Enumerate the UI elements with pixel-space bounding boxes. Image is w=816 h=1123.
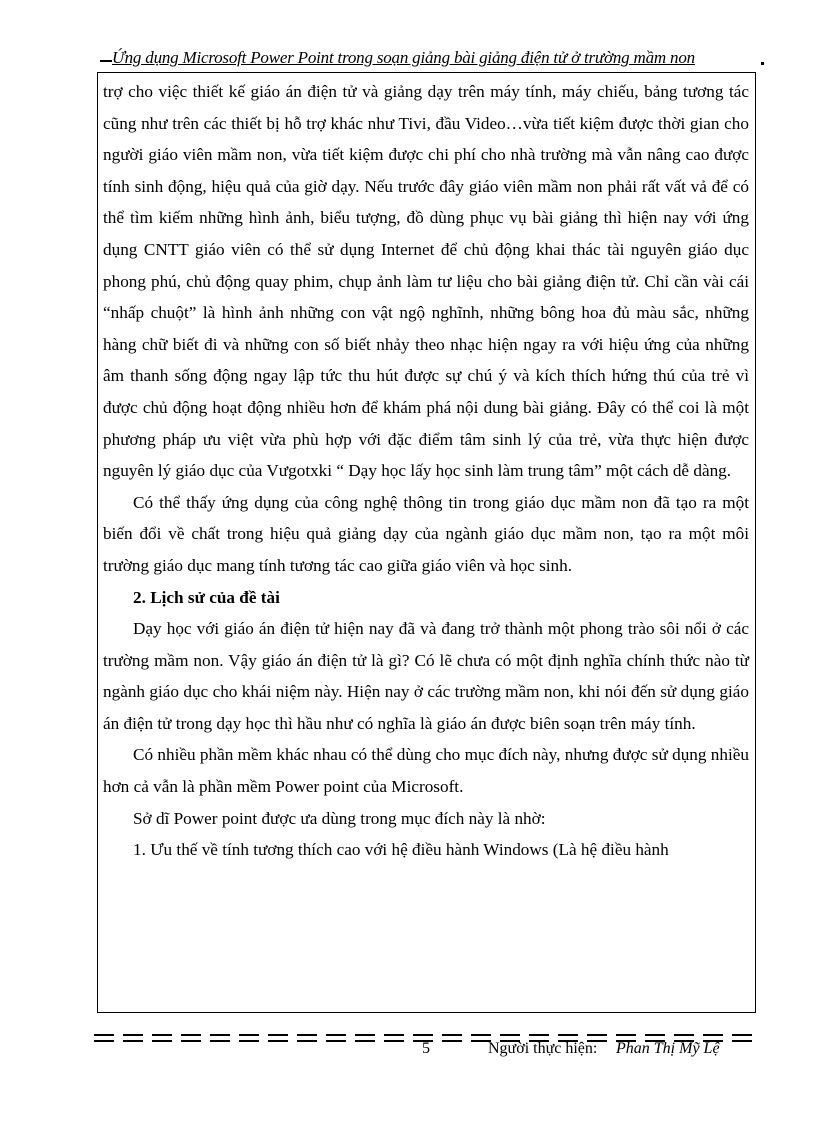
footer-rule-dash [442,1034,462,1036]
list-item: 1. Ưu thế về tính tương thích cao với hệ điều hành Windows (Là hệ điều hành [133,840,669,860]
footer-rule-dash [152,1034,172,1036]
author-label: Người thực hiện: [488,1040,598,1057]
section-paragraph: Có nhiều phần mềm khác nhau có thể dùng cho mục đích này, nhưng được sử dụng nhiều hơn cả vẫn là phần mềm Power point của Microsoft. [103,745,749,797]
footer-rule-dash [645,1034,665,1036]
footer-rule-dash [384,1034,404,1036]
footer-rule-dash [123,1034,143,1036]
header-dot [761,62,764,65]
footer-rule-dash [732,1034,752,1036]
document-body [103,76,749,866]
footer-rule-dash [239,1034,259,1036]
section-paragraph: Sở dĩ Power point được ưa dùng trong mục đích này là nhờ: [133,808,546,828]
body-paragraph: Có thể thấy ứng dụng của công nghệ thông tin trong giáo dục mầm non đã tạo ra một biến đổi về chất trong hiệu quả giảng dạy của ngành giáo dục mầm non, tạo ra một môi trường giáo dục mang tính tương tác cao giữa giáo viên và học sinh. [103,492,749,575]
footer-rule-dash [471,1034,491,1036]
page-header [100,48,760,72]
footer-rule-dash [558,1034,578,1036]
header-lead-line [100,60,112,62]
header-title: Ứng dụng Microsoft Power Point trong soạn giảng bài giảng điện tử ở trường mầm non [112,48,695,67]
footer-rule-dash [94,1034,114,1036]
footer-rule-dash [210,1034,230,1036]
footer-rule-dash [587,1034,607,1036]
section-heading: 2. Lịch sử của đề tài [133,587,280,607]
footer-rule-dash [355,1034,375,1036]
footer-rule-dash [703,1034,723,1036]
section-paragraph: Dạy học với giáo án điện tử hiện nay đã và đang trở thành một phong trào sôi nổi ở các trường mầm non. Vậy giáo án điện tử là gì? Có lẽ chưa có một định nghĩa chính thức nào từ ngành giáo dục cho khái niệm này. Hiện nay ở các trường mầm non, khi nói đến sử dụng giáo án điện tử trong dạy học thì hầu như có nghĩa là giáo án được biên soạn trên máy tính. [103,619,749,733]
footer-rule-dash [529,1034,549,1036]
footer-rule-dash [413,1034,433,1036]
footer-rule-dash [326,1034,346,1036]
page-number: 5 [422,1040,430,1057]
footer-rule-dash [268,1034,288,1036]
body-paragraph: trợ cho việc thiết kế giáo án điện tử và giảng dạy trên máy tính, máy chiếu, bảng tương tác cũng như trên các thiết bị hỗ trợ khác như Tivi, đầu Video…vừa tiết kiệm được thời gian cho người giáo viên mầm non, vừa tiết kiệm được chi phí cho nhà trường mà vẫn nâng cao được tính sinh động, hiệu quả của giờ dạy. Nếu trước đây giáo viên mầm non phải rất vất vả để có thể tìm kiếm những hình ảnh, biểu tượng, đồ dùng phục vụ bài giảng thì hiện nay với ứng dụng CNTT giáo viên có thể sử dụng Internet để chủ động khai thác tài nguyên giáo dục phong phú, chủ động quay phim, chụp ảnh làm tư liệu cho bài giảng điện tử. Chỉ cần vài cái “nhấp chuột” là hình ảnh những con vật ngộ nghĩnh, những bông hoa đủ màu sắc, những hàng chữ biết đi và những con số biết nhảy theo nhạc hiện ngay ra với hiệu ứng của những âm thanh sống động ngay lập tức thu hút được sự chú ý và kích thích hứng thú của trẻ vì được chủ động hoạt động nhiều hơn để khám phá nội dung bài giảng. Đây có thể coi là một phương pháp ưu việt vừa phù hợp với đặc điểm tâm sinh lý của trẻ, vừa thực hiện được nguyên lý giáo dục của Vưgotxki “ Dạy học lấy học sinh làm trung tâm” một cách dễ dàng. [103,82,749,481]
author-name: Phan Thị Mỹ Lệ [616,1040,720,1057]
footer-rule-dash [674,1034,694,1036]
footer-rule-dash [297,1034,317,1036]
page-footer [0,1040,816,1064]
footer-rule-dash [616,1034,636,1036]
footer-rule-dash [181,1034,201,1036]
footer-rule-dash [500,1034,520,1036]
